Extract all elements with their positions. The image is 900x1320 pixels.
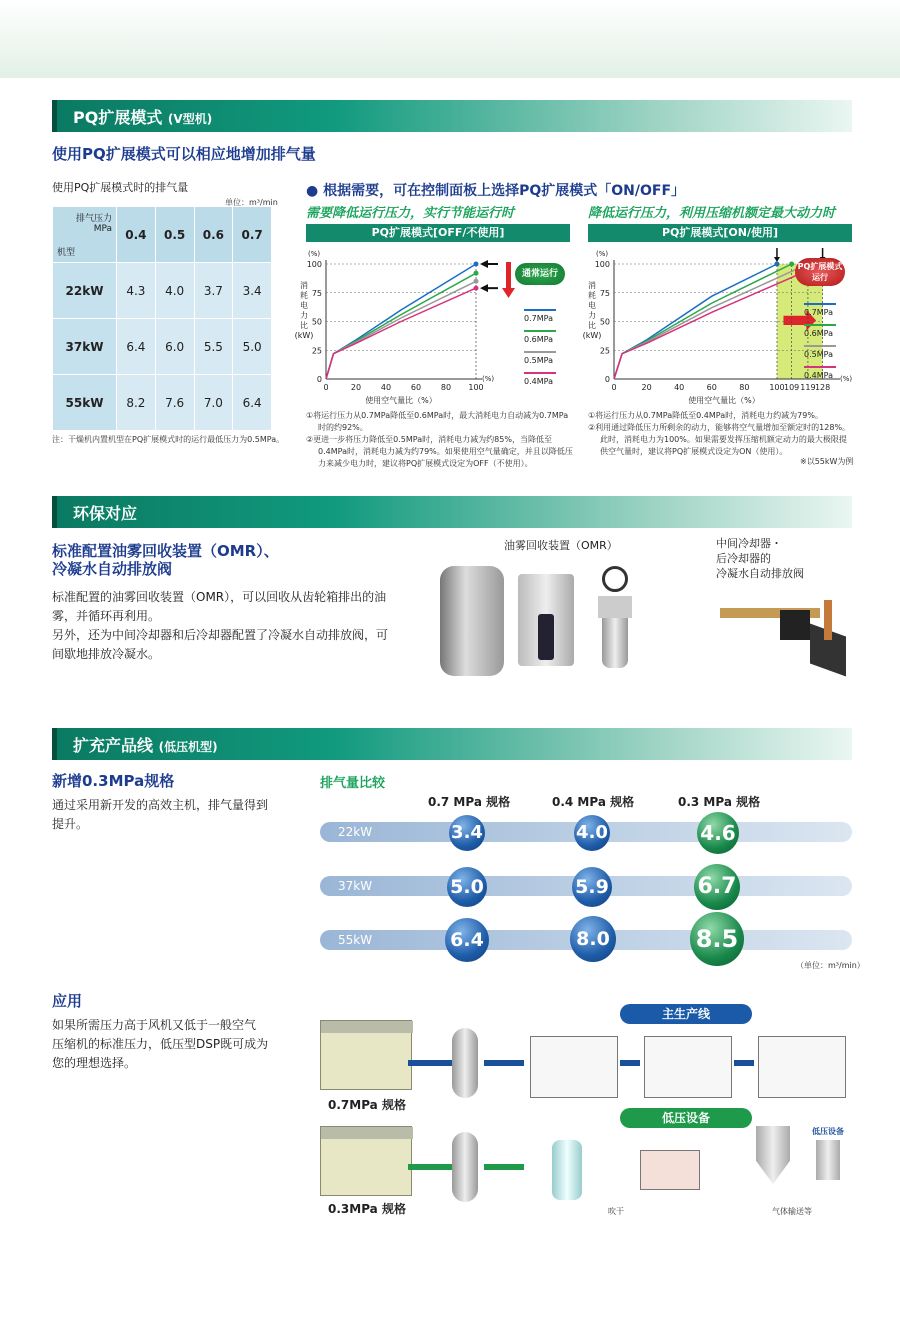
x-tick-40: 40 (674, 383, 685, 392)
low-tag: 低压设备 (812, 1127, 844, 1136)
y-label-5: (kW) (582, 331, 602, 340)
omr-head-2: 冷凝水自动排放阀 (52, 560, 173, 578)
y-label-3: 力 (588, 311, 596, 320)
x-label: 使用空气量比（%） (365, 396, 437, 405)
cmp-col-04: 0.4 MPa 规格 (552, 795, 635, 809)
left-italic: 需要降低运行压力，实行节能运行时 (306, 206, 515, 221)
top-band (0, 0, 900, 78)
section-header-lp: 扩充产品线 (低压机型) (52, 728, 852, 760)
down-arrow-head-100 (774, 257, 780, 262)
omr-head-1: 标准配置油雾回收装置（OMR）、 (52, 542, 279, 560)
y-label-4: 比 (588, 321, 596, 330)
station-2 (644, 1036, 732, 1098)
omr-body: 标准配置的油雾回收装置（OMR），可以回收从齿轮箱排出的油 雾，并循环再利用。 另外，还为中间冷却器和后冷却器配置了冷凝水自动排放阀，可 间歇地排放冷凝水。 (52, 590, 389, 661)
right-italic: 降低运行压力，利用压缩机额定最大动力时 (588, 206, 836, 221)
station-1 (530, 1036, 618, 1098)
cmp-col-03: 0.3 MPa 规格 (678, 795, 761, 809)
y-label-1: 耗 (588, 291, 596, 300)
left-notes: ①将运行压力从0.7MPa降低至0.6MPa时，最大消耗电力自动减为0.7MPa 时的约92%。 ②更进一步将压力降低至0.5MPa时，消耗电力减为约85%，当降低至 0.4MPa时，消耗电力减为约79%。如果使用空气量确定，并且以降低压 力来减少电力时，建议将PQ扩展模式设定为OFF（不使用）。 (306, 411, 573, 468)
ball-22-07: 3.4 (449, 815, 485, 851)
y-tick-25: 25 (311, 346, 322, 356)
y-tick-50: 50 (311, 317, 322, 327)
silo-image (756, 1126, 790, 1184)
arrow-03-a (408, 1164, 452, 1170)
legend-0.5MPa: 0.5MPa (524, 356, 553, 365)
ball-37-04: 5.9 (572, 867, 612, 907)
arrow-07-c (620, 1060, 640, 1066)
series-end-0.6MPa (474, 271, 479, 276)
charts-head: ● 根据需要，可在控制面板上选择PQ扩展模式「ON/OFF」 (306, 183, 686, 199)
y-tick-75: 75 (599, 288, 610, 298)
arrow-100 (480, 260, 488, 268)
legend-0.7MPa: 0.7MPa (804, 308, 833, 317)
x-tick-80: 80 (440, 383, 452, 392)
legend-0.5MPa: 0.5MPa (804, 350, 833, 359)
decrease-arrow-shaft (506, 262, 511, 288)
x-tick-100: 100 (769, 383, 785, 392)
bottle-image (552, 1140, 582, 1200)
cmp-row-55kw: 55kW (320, 930, 852, 950)
y-label-0: 消 (300, 281, 308, 290)
legend-0.4MPa: 0.4MPa (524, 377, 553, 386)
y-unit: (%) (596, 250, 609, 258)
drain-caption: 中间冷却器・ 后冷却器的 冷凝水自动排放阀 (716, 537, 804, 580)
cmp-row-37kw: 37kW (320, 876, 852, 896)
y-label-3: 力 (300, 311, 308, 320)
right-foot: ※以55kW为例 (800, 457, 854, 466)
arrow-07-a (408, 1060, 452, 1066)
caption-convey: 气体输送等 (772, 1207, 812, 1216)
dryer-image (640, 1150, 700, 1190)
y-unit: (%) (308, 250, 321, 258)
y-label-4: 比 (300, 321, 308, 330)
lp-body: 通过采用新开发的高效主机，排气量得到 提升。 (52, 798, 269, 831)
x-unit: (%) (482, 375, 495, 383)
legend-0.6MPa: 0.6MPa (524, 335, 553, 344)
section-header-pq: PQ扩展模式 (V型机) (52, 100, 852, 132)
badge-normal: 通常运行 (515, 263, 565, 285)
spec-07-label: 0.7MPa 规格 (328, 1098, 406, 1112)
x-tick-40: 40 (380, 383, 392, 392)
app-body: 如果所需压力高于风机又低于一般空气 压缩机的标准压力，低压型DSP既可成为 您的理想选择。 (52, 1018, 269, 1070)
y-tick-75: 75 (311, 288, 322, 298)
left-mode-bar: PQ扩展模式[OFF/不使用] (306, 224, 570, 242)
ball-37-03: 6.7 (694, 864, 740, 910)
caption-dry: 吹干 (608, 1207, 624, 1216)
y-label-2: 电 (300, 301, 308, 310)
legend-0.7MPa: 0.7MPa (524, 314, 553, 323)
series-end-0.7MPa (474, 262, 479, 267)
col-04: 0.4 (117, 207, 156, 263)
pq-lead: 使用PQ扩展模式可以相应地增加排气量 (52, 145, 316, 163)
spec-03-label: 0.3MPa 规格 (328, 1202, 406, 1216)
x-label: 使用空气量比（%） (688, 396, 760, 405)
y-label-5: (kW) (294, 331, 314, 340)
series-line-0.5MPa (326, 281, 476, 379)
tank-03 (452, 1132, 478, 1202)
y-tick-0: 0 (604, 375, 610, 384)
decrease-arrow-head (502, 288, 515, 298)
omr-gauge-image (590, 566, 640, 686)
table-corner: 排气压力 MPa 机型 (53, 207, 117, 263)
table-caption: 使用PQ扩展模式时的排气量 (52, 181, 189, 194)
y-label-2: 电 (588, 301, 596, 310)
omr-tank-image (440, 566, 504, 676)
arrow-07-b (484, 1060, 524, 1066)
compressor-03 (320, 1126, 412, 1196)
y-tick-50: 50 (599, 317, 610, 327)
col-05: 0.5 (155, 207, 194, 263)
ball-55-04: 8.0 (570, 916, 616, 962)
arrow-79 (480, 284, 488, 292)
ball-37-07: 5.0 (447, 867, 487, 907)
main-line-label: 主生产线 (620, 1004, 752, 1024)
x-tick-0: 0 (611, 383, 617, 392)
y-tick-100: 100 (306, 260, 322, 269)
cmp-col-07: 0.7 MPa 规格 (428, 795, 511, 809)
x-tick-60: 60 (706, 383, 717, 392)
silo-small-image (816, 1140, 840, 1180)
compressor-07 (320, 1020, 412, 1090)
legend-0.4MPa: 0.4MPa (804, 371, 833, 380)
y-tick-100: 100 (594, 260, 610, 269)
series-end-0.4MPa (474, 286, 479, 291)
x-tick-109: 109 (783, 383, 800, 392)
ball-22-04: 4.0 (574, 815, 610, 851)
ball-55-03: 8.5 (690, 912, 744, 966)
right-notes: ①将运行压力从0.7MPa降低至0.4MPa时，消耗电力约减为79%。 ②利用通过降低压力所剩余的动力，能够将空气量增加至额定时的128%。 此时，消耗电力为100%。如果需要发挥压缩机额定动力的最大极限提 供空气量时，建议将PQ扩展模式设定为ON（使用）。 (588, 411, 851, 456)
cmp-title: 排气量比较 (320, 776, 386, 791)
pq-table: 排气压力 MPa 机型 0.4 0.5 0.6 0.7 22kW 4.3 4.0 3.7 3.4 37kW 6.4 6.0 5.5 5.0 55kW 8.2 7.6 7.0 6.4 (52, 206, 272, 431)
y-tick-0: 0 (316, 375, 322, 384)
lp-head: 新增0.3MPa规格 (52, 772, 175, 790)
series-end-0.7MPa (774, 262, 779, 267)
station-3 (758, 1036, 846, 1098)
x-tick-80: 80 (739, 383, 750, 392)
omr-caption: 油雾回收装置（OMR） (504, 539, 618, 552)
section-header-eco: 环保对应 (52, 496, 852, 528)
x-tick-20: 20 (641, 383, 652, 392)
y-tick-25: 25 (599, 346, 610, 356)
series-end-0.6MPa (789, 262, 794, 267)
app-head: 应用 (52, 992, 83, 1010)
arrow-03-b (484, 1164, 524, 1170)
badge-pq: PQ扩展模式 运行 (795, 258, 845, 286)
x-unit: (%) (840, 375, 853, 383)
series-line-0.6MPa (326, 273, 476, 379)
x-tick-60: 60 (410, 383, 422, 392)
x-tick-128: 128 (814, 383, 831, 392)
ball-55-07: 6.4 (445, 918, 489, 962)
row-37kw: 37kW (53, 319, 117, 375)
arrow-07-d (734, 1060, 754, 1066)
x-tick-0: 0 (323, 383, 329, 392)
y-label-1: 耗 (300, 291, 308, 300)
row-22kw: 22kW (53, 263, 117, 319)
cmp-row-22kw: 22kW (320, 822, 852, 842)
row-55kw: 55kW (53, 375, 117, 431)
table-unit: 单位：m³/min (225, 198, 278, 207)
col-07: 0.7 (233, 207, 272, 263)
tank-07 (452, 1028, 478, 1098)
drain-valve-image (720, 590, 850, 680)
series-end-0.5MPa (474, 279, 479, 284)
y-label-0: 消 (588, 281, 596, 290)
cmp-unit: （单位：m³/min） (796, 961, 865, 970)
x-tick-100: 100 (468, 383, 484, 392)
col-06: 0.6 (194, 207, 233, 263)
table-note: 注：干燥机内置机型在PQ扩展模式时的运行最低压力为0.5MPa。 (52, 435, 285, 444)
legend-0.6MPa: 0.6MPa (804, 329, 833, 338)
x-tick-119: 119 (800, 383, 816, 392)
series-line-0.4MPa (326, 288, 476, 379)
low-equip-label: 低压设备 (620, 1108, 752, 1128)
x-tick-20: 20 (350, 383, 362, 392)
omr-filter-image (518, 574, 574, 666)
ball-22-03: 4.6 (697, 812, 739, 854)
right-mode-bar: PQ扩展模式[ON/使用] (588, 224, 852, 242)
